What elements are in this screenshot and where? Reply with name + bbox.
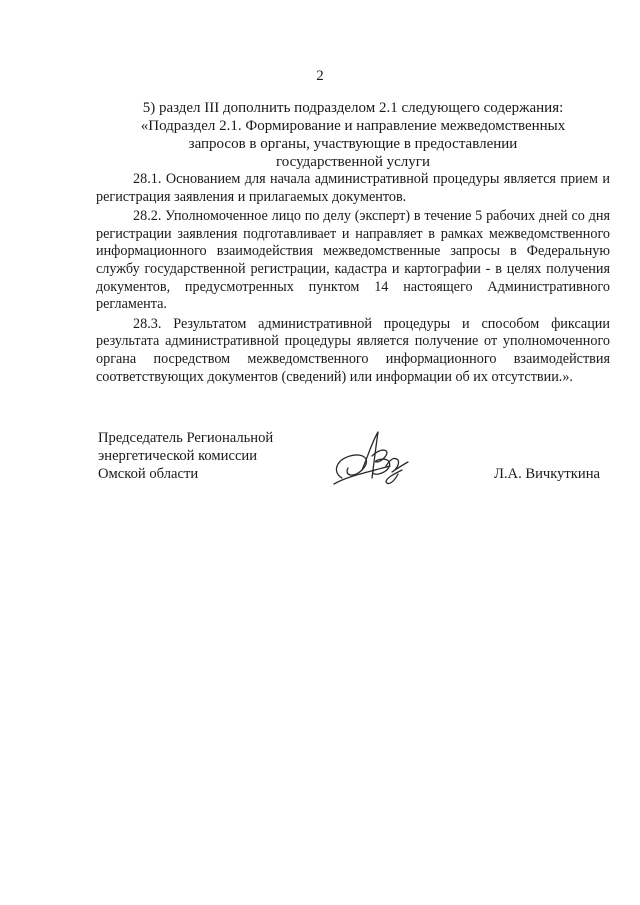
- signatory-position-line-2: энергетической комиссии: [98, 448, 258, 464]
- amendment-heading: [96, 99, 610, 171]
- page-number: 2: [316, 68, 324, 84]
- signer-name: Л.А. Вичкуткина: [493, 466, 600, 482]
- heading-line-4: государственной услуги: [276, 154, 430, 170]
- signatory-position-line-1: Председатель Региональной: [98, 430, 274, 446]
- handwritten-signature: [328, 426, 422, 488]
- document-body: [96, 171, 610, 388]
- heading-line-3: запросов в органы, участвующие в предоставлении: [188, 136, 518, 152]
- paragraph-28-3: 28.3. Результатом административной процедуры и способом фиксации результата административной процедуры является получение от уполномоченного органа посредством межведомственного информационного взаимодействия соответствующих документов (сведений) или информации об их отсутствии.».: [96, 315, 610, 385]
- paragraph-28-1: 28.1. Основанием для начала административной процедуры является прием и регистрация заявления и прилагаемых документов.: [96, 171, 610, 205]
- signatory-position: [98, 429, 273, 483]
- heading-line-1: 5) раздел III дополнить подразделом 2.1 следующего содержания:: [142, 100, 564, 116]
- signatory-position-line-3: Омской области: [98, 466, 199, 482]
- paragraph-28-2: 28.2. Уполномоченное лицо по делу (эксперт) в течение 5 рабочих дней со дня регистрации заявления подготавливает и направляет в рамках межведомственного информационного взаимодействия межведомственные запросы в Федеральную службу государственной регистрации, кадастра и картографии - в целях получения документов, предусмотренных пунктом 14 настоящего Административного регламента.: [96, 208, 610, 313]
- heading-line-2: «Подраздел 2.1. Формирование и направление межведомственных: [140, 118, 566, 134]
